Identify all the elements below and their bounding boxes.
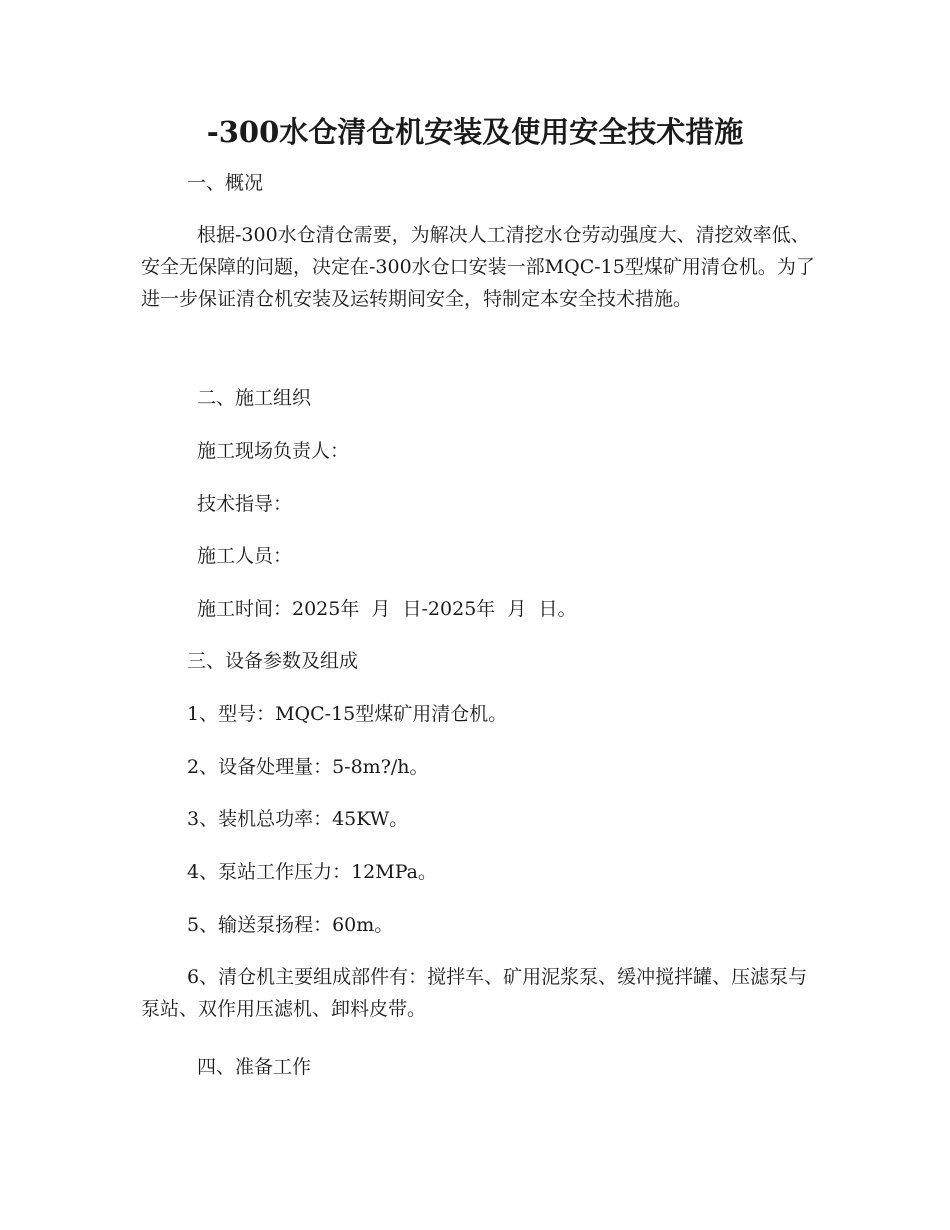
section-heading-preparation: 四、准备工作 bbox=[197, 1056, 312, 1078]
workers-line: 施工人员： bbox=[197, 545, 293, 567]
equipment-item: 5、输送泵扬程：60m。 bbox=[187, 914, 394, 936]
section-heading-organization: 二、施工组织 bbox=[197, 387, 312, 409]
components-paragraph bbox=[141, 961, 811, 1025]
site-leader-line: 施工现场负责人： bbox=[197, 440, 350, 462]
document-title: -300水仓清仓机安装及使用安全技术措施 bbox=[206, 115, 744, 149]
equipment-item: 2、设备处理量：5-8m?/h。 bbox=[187, 756, 429, 778]
tech-guide-line: 技术指导： bbox=[197, 493, 293, 515]
equipment-item: 3、装机总功率：45KW。 bbox=[187, 808, 409, 830]
components-text: 6、清仓机主要组成部件有：搅拌车、矿用泥浆泵、缓冲搅拌罐、压滤泵与泵站、双作用压滤机、卸料皮带。 bbox=[141, 966, 808, 1020]
section-heading-overview: 一、概况 bbox=[187, 172, 264, 194]
section-heading-equipment: 三、设备参数及组成 bbox=[187, 650, 359, 672]
overview-paragraph bbox=[141, 219, 821, 315]
overview-text: 根据-300水仓清仓需要，为解决人工清挖水仓劳动强度大、清挖效率低、安全无保障的问题，决定在-300水仓口安装一部MQC-15型煤矿用清仓机。为了进一步保证清仓机安装及运转期间安全，特制定本安全技术措施。 bbox=[141, 224, 815, 310]
equipment-item: 1、型号：MQC-15型煤矿用清仓机。 bbox=[187, 703, 508, 725]
construction-time-line: 施工时间：2025年 月 日-2025年 月 日。 bbox=[197, 598, 577, 620]
equipment-item: 4、泵站工作压力：12MPa。 bbox=[187, 861, 437, 883]
